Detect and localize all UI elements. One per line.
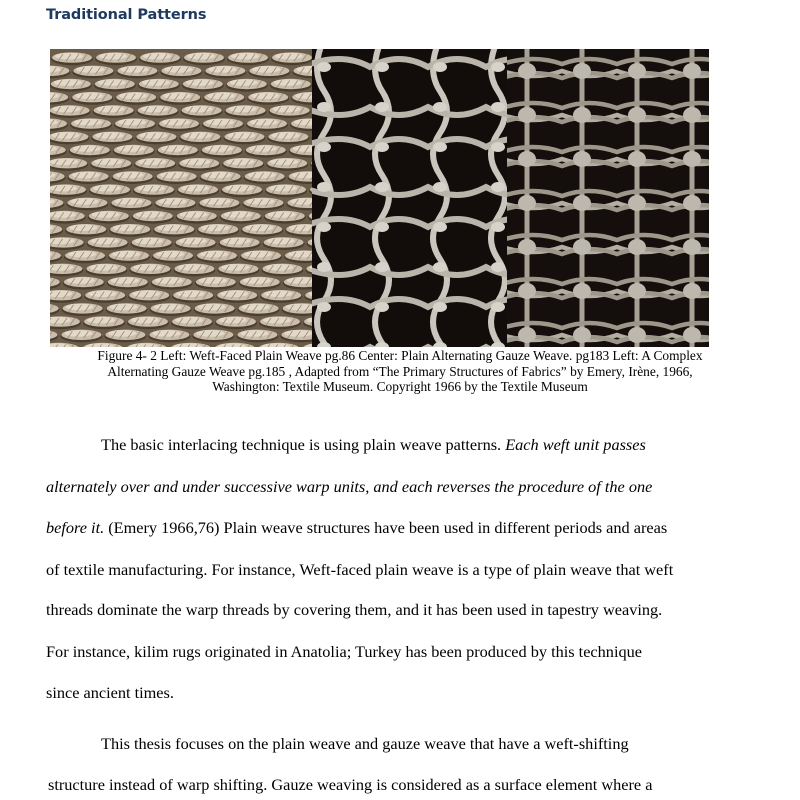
paragraph-1-line-4: of textile manufacturing. For instance, Weft-faced plain weave is a type of plain weave that weft: [46, 560, 674, 579]
quote-italic: before it.: [46, 518, 105, 537]
caption-line-1: Figure 4- 2 Left: Weft-Faced Plain Weave pg.86 Center: Plain Alternating Gauze Weave. pg183 Left: A Complex: [97, 348, 703, 363]
paragraph-1-line-3: [46, 518, 667, 538]
caption-line-3: Washington: Textile Museum. Copyright 1966 by the Textile Museum: [212, 379, 588, 394]
weft-faced-weave-drawing: [50, 49, 312, 347]
text-plain: The basic interlacing technique is using plain weave patterns.: [101, 435, 506, 454]
figure-caption: [40, 348, 760, 395]
paragraph-2-line-2: structure instead of warp shifting. Gauze weaving is considered as a surface element where a: [48, 775, 653, 794]
weft-faced-plain-weave-image: [50, 49, 312, 347]
section-heading: Traditional Patterns: [46, 7, 207, 23]
quote-italic: Each weft unit passes: [505, 435, 646, 454]
paragraph-2-line-1: This thesis focuses on the plain weave and gauze weave that have a weft-shifting: [101, 734, 629, 753]
paragraph-1-line-7: since ancient times.: [46, 683, 174, 702]
quote-italic: alternately over and under successive warp units, and each reverses the procedure of the one: [46, 477, 653, 496]
plain-gauze-weave-drawing: [312, 49, 507, 347]
complex-gauze-weave-image: [507, 49, 709, 347]
paragraph-1-line-5: threads dominate the warp threads by covering them, and it has been used in tapestry weaving.: [46, 600, 663, 619]
plain-gauze-weave-image: [312, 49, 507, 347]
paragraph-1-line-2: [46, 477, 652, 497]
weave-figure: [50, 49, 709, 347]
caption-line-2: Alternating Gauze Weave pg.185 , Adapted from “The Primary Structures of Fabrics” by Emery, Irène, 1966,: [107, 363, 693, 379]
citation-text: (Emery 1966,76) Plain weave structures have been used in different periods and areas: [104, 518, 668, 537]
paragraph-1-line-1: [101, 435, 646, 455]
paragraph-1-line-6: For instance, kilim rugs originated in Anatolia; Turkey has been produced by this technique: [46, 642, 642, 661]
complex-gauze-weave-drawing: [507, 49, 709, 347]
